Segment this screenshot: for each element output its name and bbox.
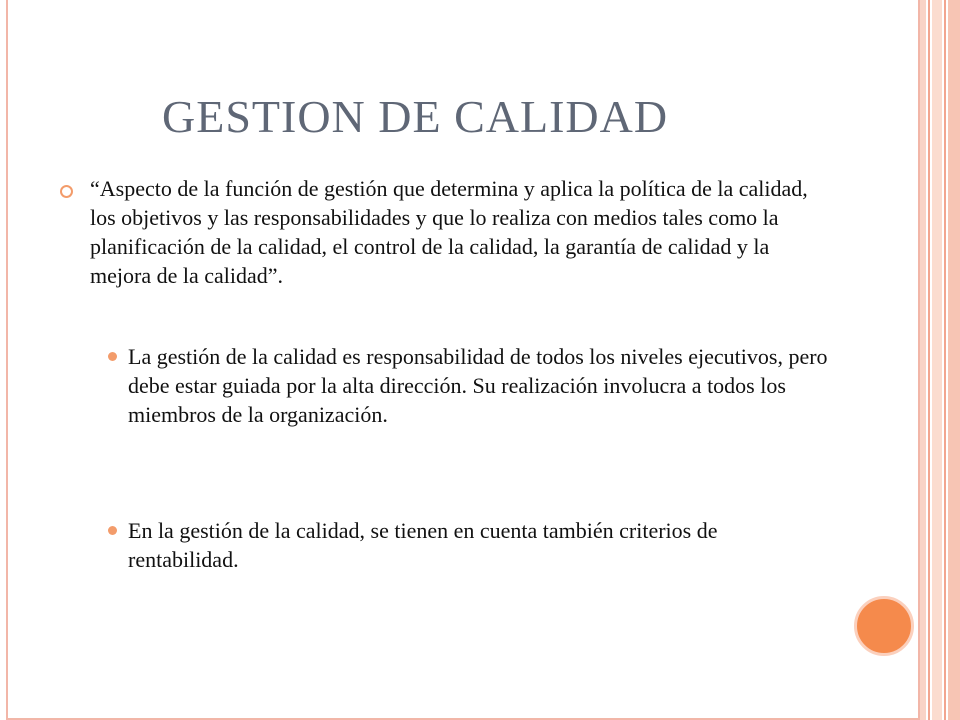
sub-bullet-text: La gestión de la calidad es responsabilidad de todos los niveles ejecutivos, pero debe estar guiada por la alta dirección. Su realización involucra a todos los miembros de la organización. xyxy=(128,344,828,427)
dot-bullet-icon xyxy=(108,526,117,535)
decorative-circle xyxy=(854,596,914,656)
slide-title: GESTION DE CALIDAD xyxy=(162,91,669,142)
decorative-stripes xyxy=(920,0,960,720)
dot-bullet-icon xyxy=(108,352,117,361)
ring-bullet-icon xyxy=(60,185,73,198)
sub-bullet-text: En la gestión de la calidad, se tienen en cuenta también criterios de rentabilidad. xyxy=(128,518,718,572)
definition-text: “Aspecto de la función de gestión que determina y aplica la política de la calidad, los objetivos y las responsabilidades y que lo realiza con medios tales como la planificación de la calidad, el control de la calidad, la garantía de calidad y la mejora de la calidad”. xyxy=(90,176,808,288)
